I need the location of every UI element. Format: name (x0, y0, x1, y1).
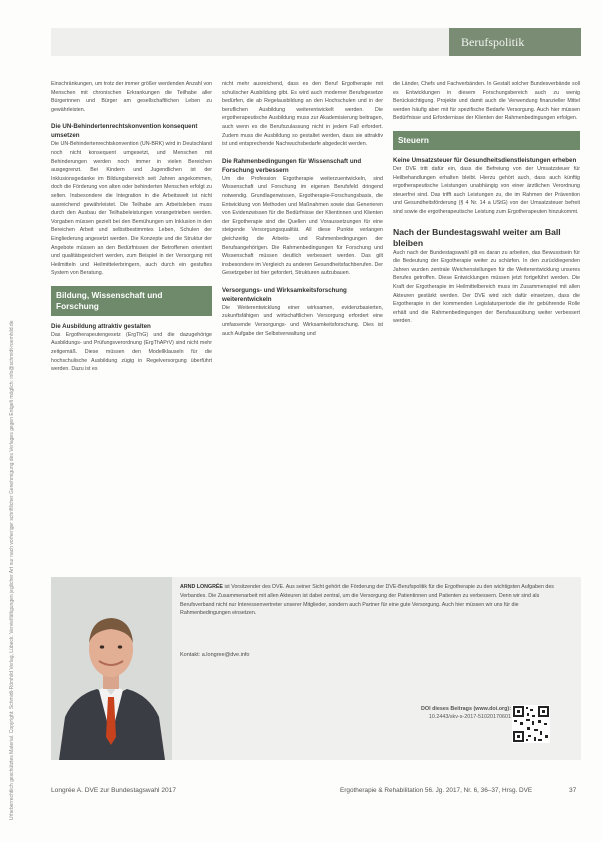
doi-label: DOI dieses Beitrags (www.doi.org): (421, 706, 511, 712)
paragraph: Die UN-Behindertenrechtskonvention (UN-BRK) wird in Deutschland noch nicht konsequent umgesetzt, und Menschen mit Behinderungen werden noch immer in vielen Bereichen ausgegrenzt. Bei Kindern und Jugendlichen ist der Inklusionsgedanke im Bildungsbereich seit Jahren angekommen, doch die Förderung von alten oder behinderten Menschen erfolgt zu selten. Insbesondere die Integration in die Arbeitswelt ist nicht ausreichend gewährleistet. Die Teilhabe am Arbeitsleben muss durch den Ausbau der Teilhabeleistungen vorangetrieben werden. Vorgaben müssen gezielt bei den Bemühungen um Inklusion in den Bereichen Arbeit und selbstbestimmtes Leben, Schulen der Eingliederung angesetzt werden. Die Konzepte und die Struktur der Angebote müssen an den Bedürfnissen der Betroffenen orientiert und qualitätsgesichert werden, zum Beispiel in der Versorgung mit Heilmitteln und Heilmittelerbringern, auch durch ein gestuftes System von Beratung. (51, 141, 212, 277)
footer-citation: Longrée A. DVE zur Bundestagswahl 2017 (51, 787, 176, 794)
author-contact[interactable]: Kontakt: a.longree@dve.info (180, 652, 250, 658)
author-portrait-illustration (51, 577, 172, 760)
author-bio-text: ist Vorsitzender des DVE. Aus seiner Sicht gehört die Förderung der DVE-Berufspolitik für die Ergotherapie zu den wichtigsten Aufgaben des Verbandes. Die Zusammenarbeit mit allen Akteuren ist dabei zentral, um die Versorgung der Patientinnen und Patienten zu verbessern. Denn wir sind als Berufsverband nicht nur Interessenvertreter unserer Mitglieder, sondern auch Partner für eine gute Versorgung. Auch hier müssen wir uns für die Rahmenbedingungen einsetzen. (180, 584, 554, 617)
qr-code-icon[interactable] (512, 705, 550, 743)
page-number: 37 (569, 787, 577, 794)
paragraph: Das Ergotherapeutengesetz (ErgThG) und die dazugehörige Ausbildungs- und Prüfungsverordnung (ErgThAPrV) sind nicht mehr zeitgemäß. Diese müssen den Modellklauseln für die hochschulische Ausbildung zügig in Regelversorgung überführt werden. Dazu ist es (51, 331, 212, 373)
column-1 (51, 80, 212, 374)
subheading-large: Nach der Bundestagswahl weiter am Ball bleiben (393, 226, 561, 248)
doi-info (391, 705, 511, 721)
paragraph: nicht mehr ausreichend, dass es den Beruf Ergotherapie mit schulischer Ausbildung gibt. Es wird auch moderner Berufsgesetze bedürfen, die ab Regelausbildung an den Hochschulen und in der beruflichen Ausbildung weiterentwickelt werden. Die ergotherapeutische Ausbildung muss zur Akademisierung beitragen, auch wenn es die Berufszulassung nicht in jedem Fall erfordert. Zudem muss die Ausbildung so gestaltet werden, dass sie attraktiv ist und entsprechende Nachwuchsbedarfe abgedeckt werden. (222, 81, 383, 148)
column-2 (222, 80, 383, 338)
subheading: Keine Umsatzsteuer für Gesundheitsdienstleistungen erheben (393, 156, 577, 164)
section-heading-box: Steuern (393, 131, 580, 150)
paragraph: Der DVE tritt dafür ein, dass die Befreiung von der Umsatzsteuer für Heilbehandlungen erhalten bleibt. Hierzu gehört auch, dass auch künftig ergotherapeutische Leistungen unabhängig von einer ärztlichen Verordnung steuerfrei sind. Das trifft auch Leistungen zu, die im Rahmen der Prävention und Gesundheitsförderung (§ 4 Nr. 14 a UStG) von der Umsatzsteuer befreit sind sowie die ergotherapeutische Leistung zum Ergotherapeuten hinzukommt. (393, 165, 580, 215)
subheading: Die Rahmenbedingungen für Wissenschaft und Forschung verbessern (222, 157, 362, 174)
doi-value[interactable]: 10.2443/skv-s-2017-51020170601 (428, 714, 511, 720)
paragraph: Um die Profession Ergotherapie weiterzuentwickeln, sind Wissenschaft und Forschung im eigenen Berufsfeld dringend notwendig. Grundlagenwissen, Ergotherapie-Forschungsbasis, die Entwicklung von Methoden und Maßnahmen sowie das Generieren von Evidenzwissen für die Bedürfnisse der Klientinnen und Klienten der Ergotherapie sind die Quellen und Voraussetzungen für eine steigende Versorgungsqualität. All diese Punkte verlangen gleichzeitig die Arbeits- und Rahmenbedingungen der Berufsangehörigen. Die Rahmenbedingungen für Forschung und Wissenschaft müssen deutlich verbessert werden. Das gilt insbesondere im Vergleich zu anderen Gesundheitsfachberufen. Der Gesetzgeber ist hier gefordert, Strukturen aufzubauen. (222, 175, 383, 277)
paragraph: Auch nach der Bundestagswahl gilt es daran zu arbeiten, das Bewusstsein für die Bedeutung der Ergotherapie weiter zu schärfen. In den zurückliegenden Jahren wurden zentrale Weichenstellungen für die Weiterentwicklung unseres Berufes getroffen. Diese Entwicklungen müssen jetzt fortgeführt werden. Die Kraft der Ergotherapie im Heilmittelbereich muss im Zusammenspiel mit allen Akteuren gestärkt werden. Der DVE wird sich dafür einsetzen, dass die Ergotherapie in der kommenden Legislaturperiode die ihr gebührende Rolle erhält und die Rahmenbedingungen der Berufsausübung weiter verbessert werden. (393, 249, 580, 325)
copyright-side-note: Urheberrechtlich geschütztes Material. Copyright: Schmidt-Römhild Verlag, Lübeck. Vervielfältigungen jeglicher Art nur nach vorheriger schriftlicher Genehmigung des Verlages gegen Entgelt möglich: info@schmidt-roemhild.de (9, 320, 15, 820)
section-heading-box: Bildung, Wissenschaft und Forschung (51, 286, 212, 316)
author-name: ARND LONGRÉE (180, 584, 223, 590)
section-tag: Berufspolitik (449, 28, 581, 56)
footer-journal: Ergotherapie & Rehabilitation 56. Jg. 2017, Nr. 6, 36–37, Hrsg. DVE (340, 787, 533, 794)
author-photo (51, 577, 172, 760)
author-box (51, 577, 581, 760)
column-3 (393, 80, 580, 326)
paragraph: die Länder, Chefs und Fachverbänden. In Gestalt solcher Bundesverbände soll es Entwicklungen in diesem Forschungsbereich auch zu wenig Berücksichtigung. Projekte und damit auch die Verwendung finanzieller Mittel werden häufig aber mit für spezifische Bedarfe Versorgung. Auch hier müssen Bedürfnisse und Erfordernisse der Klienten der Rahmenbedingungen erfolgen. (393, 81, 580, 122)
paragraph: Die Weiterentwicklung einer wirksamen, evidenzbasierten, zukunftsfähigen und wirtschaftlichen Versorgung erfordert eine umfassende Versorgungs- und Wirksamkeitsforschung. Dies ist auch Aufgabe der Selbstverwaltung und (222, 304, 383, 337)
subheading: Versorgungs- und Wirksamkeitsforschung weiterentwickeln (222, 286, 347, 303)
subheading: Die UN-Behindertenrechtskonvention konsequent umsetzen (51, 123, 198, 140)
author-bio (180, 583, 570, 618)
subheading: Die Ausbildung attraktiv gestalten (51, 322, 151, 330)
paragraph: Einschränkungen, um trotz der immer größer werdenden Anzahl von Menschen mit chronischen Erkrankungen die Teilhabe aller Bürgerinnen und Bürger am gesellschaftlichen Leben zu gewährleisten. (51, 81, 212, 113)
header-bar (51, 28, 581, 56)
